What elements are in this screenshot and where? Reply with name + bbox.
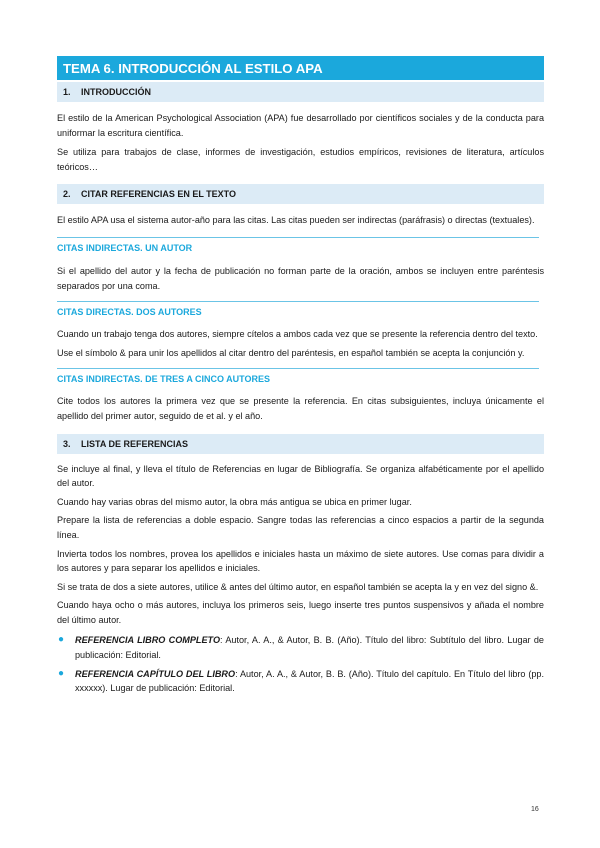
reference-type-label: REFERENCIA CAPÍTULO DEL LIBRO: [75, 668, 236, 679]
section-title: INTRODUCCIÓN: [81, 87, 151, 97]
paragraph: Si se trata de dos a siete autores, utilice & antes del último autor, en español también se acepta la y en vez del signo &.: [57, 581, 539, 592]
section-title: LISTA DE REFERENCIAS: [81, 438, 189, 449]
subheading-citas-indirectas-tres-a-cinco: CITAS INDIRECTAS. DE TRES A CINCO AUTORES: [57, 368, 539, 386]
bullet-icon: ●: [58, 667, 65, 679]
paragraph: Cite todos los autores la primera vez que se presente la referencia. En citas subsiguientes, incluya únicamente el apellido del primer autor, seguido de et al. y el año.: [57, 396, 544, 421]
paragraph: Prepare la lista de referencias a doble espacio. Sangre todas las referencias a cinco espacios a partir de la segunda línea.: [57, 515, 544, 540]
list-item: [57, 633, 544, 662]
reference-format-list: [57, 633, 544, 695]
reference-type-label: REFERENCIA LIBRO COMPLETO: [75, 635, 221, 646]
paragraph: Cuando haya ocho o más autores, incluya los primeros seis, luego inserte tres puntos suspensivos y añada el nombre del último autor.: [57, 600, 544, 625]
paragraph: Se utiliza para trabajos de clase, informes de investigación, estudios empíricos, revisiones de literatura, artículos teóricos…: [57, 147, 544, 172]
subheading-citas-indirectas-un-autor: CITAS INDIRECTAS. UN AUTOR: [57, 237, 539, 255]
reference-format-text: : Autor, A. A., & Autor, B. B. (Año). Título del capítulo. En Título del libro (pp. xxxxxx). Lugar de publicación: Editorial.: [75, 668, 544, 694]
paragraph: Cuando hay varias obras del mismo autor, la obra más antigua se ubica en primer lugar.: [57, 496, 412, 507]
subheading-citas-directas-dos-autores: CITAS DIRECTAS. DOS AUTORES: [57, 301, 539, 319]
paragraph: Se incluye al final, y lleva el título de Referencias en lugar de Bibliografía. Se organiza alfabéticamente por el apellido del autor.: [57, 463, 544, 489]
section-number: 2.: [63, 189, 71, 200]
section-heading-lista-referencias: [57, 434, 544, 454]
bullet-icon: ●: [58, 634, 65, 646]
page-number: 16: [531, 806, 539, 813]
paragraph: Invierta todos los nombres, provea los apellidos e iniciales hasta un máximo de siete autores. Use comas para dividir a los autores y para separar los apellidos e iniciales.: [57, 548, 544, 574]
section-number: 1.: [63, 87, 71, 97]
reference-format-text: : Autor, A. A., & Autor, B. B. (Año). Título del libro: Subtítulo del libro. Lugar de publicación: Editorial.: [75, 635, 544, 661]
chapter-title: TEMA 6. INTRODUCCIÓN AL ESTILO APA: [57, 56, 544, 80]
paragraph: Use el símbolo & para unir los apellidos al citar dentro del paréntesis, en español también se acepta la conjunción y.: [57, 347, 525, 358]
section-heading-introduccion: [57, 82, 544, 102]
section-title: CITAR REFERENCIAS EN EL TEXTO: [81, 189, 237, 200]
paragraph: El estilo APA usa el sistema autor-año para las citas. Las citas pueden ser indirectas (paráfrasis) o directas (textuales).: [57, 215, 535, 226]
section-number: 3.: [63, 438, 71, 449]
section-heading-citar: [57, 184, 544, 204]
paragraph: Cuando un trabajo tenga dos autores, siempre cítelos a ambos cada vez que se presente la referencia dentro del texto.: [57, 329, 538, 340]
list-item: [57, 667, 544, 696]
document-page: [57, 56, 544, 696]
paragraph: El estilo de la American Psychological Association (APA) fue desarrollado por científicos sociales y de la conducta para uniformar la escritura científica.: [57, 113, 544, 138]
paragraph: Si el apellido del autor y la fecha de publicación no forman parte de la oración, ambos se incluyen entre paréntesis separados por una coma.: [57, 265, 544, 291]
